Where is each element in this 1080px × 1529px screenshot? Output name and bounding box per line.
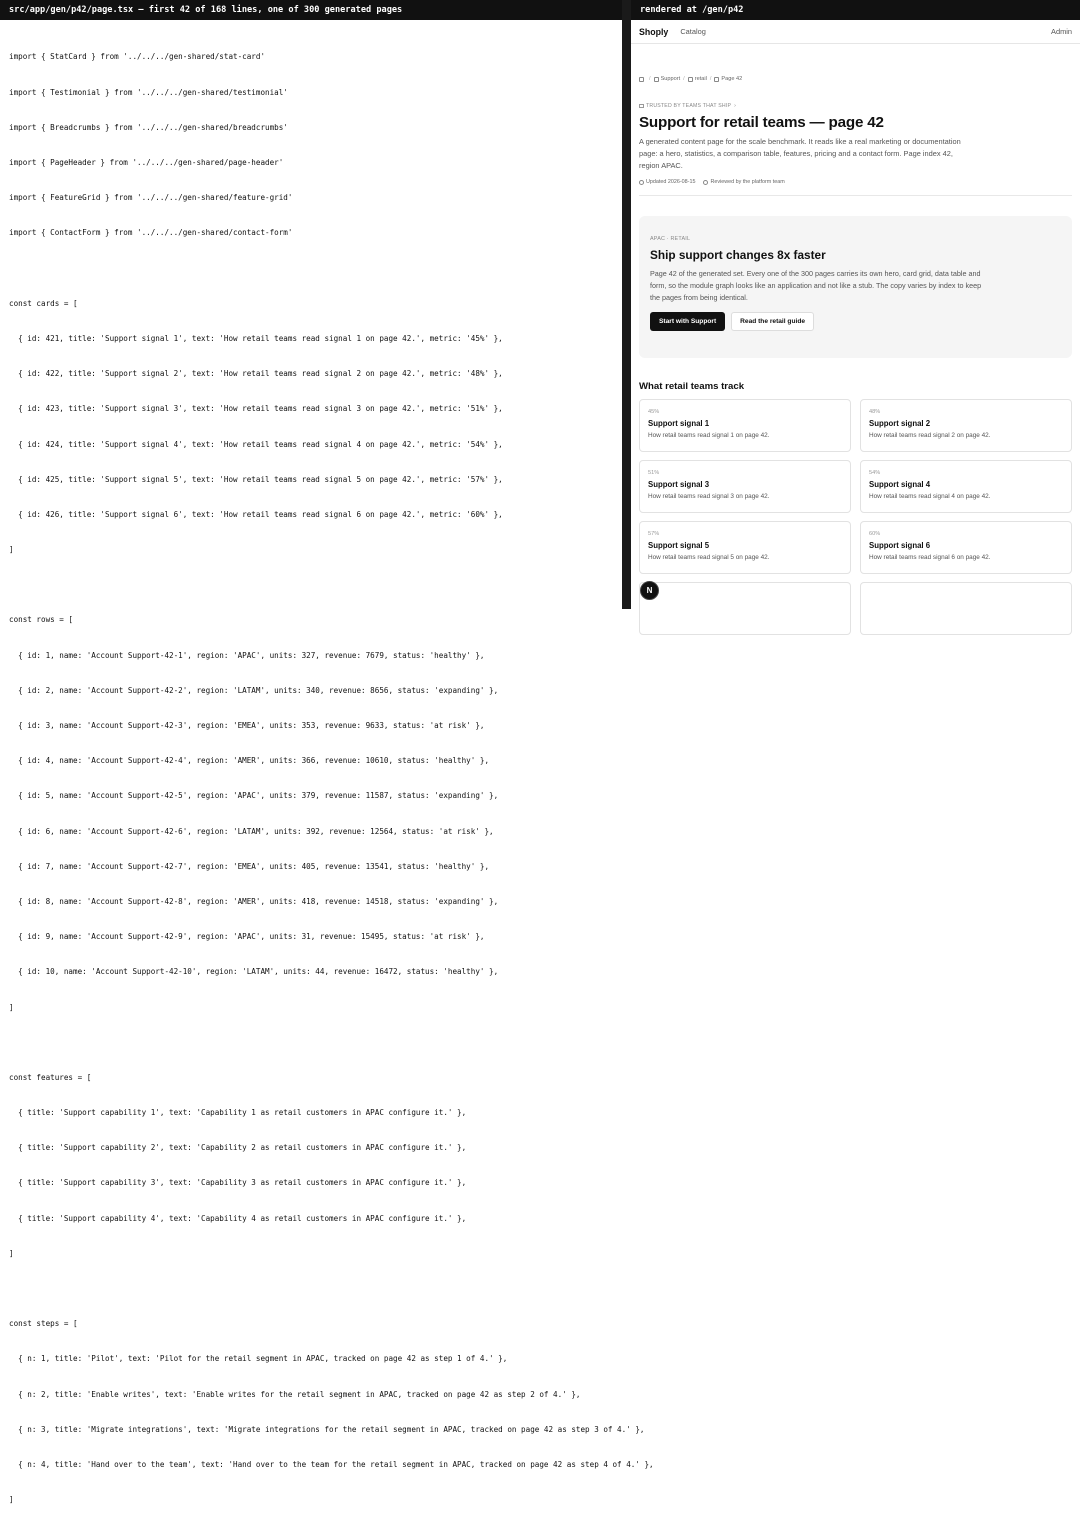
code-line xyxy=(9,1283,622,1295)
section-title: What retail teams track xyxy=(639,381,745,392)
home-icon[interactable] xyxy=(639,77,644,82)
code-line: { id: 9, name: 'Account Support-42-9', region: 'APAC', units: 31, revenue: 15495, status: 'at risk' }, xyxy=(9,932,485,942)
code-line: { id: 426, title: 'Support signal 6', text: 'How retail teams read signal 6 on page 42.', metric: '60%' }, xyxy=(9,509,503,519)
card-title: Support signal 5 xyxy=(648,541,710,550)
card-title: Support signal 2 xyxy=(869,419,931,428)
code-line: { id: 5, name: 'Account Support-42-5', region: 'APAC', units: 379, revenue: 11587, status: 'expanding' }, xyxy=(9,791,499,801)
folder-icon xyxy=(688,77,693,82)
code-line: { title: 'Support capability 1', text: 'Capability 1 as retail customers in APAC configure it.' }, xyxy=(9,1108,467,1118)
file-icon xyxy=(714,77,719,82)
card-text: How retail teams read signal 6 on page 42. xyxy=(869,554,991,561)
card-metric: 45% xyxy=(648,409,660,415)
guide-button[interactable]: Read the retail guide xyxy=(731,312,814,331)
code-line: ] xyxy=(9,1002,14,1012)
code-line: { title: 'Support capability 2', text: 'Capability 2 as retail customers in APAC configure it.' }, xyxy=(9,1143,467,1153)
trusted-eyebrow xyxy=(639,103,1072,109)
brand-logo[interactable]: Shoply xyxy=(639,26,669,37)
code-line: const features = [ xyxy=(9,1072,92,1082)
code-line: { id: 425, title: 'Support signal 5', text: 'How retail teams read signal 5 on page 42.', metric: '57%' }, xyxy=(9,474,503,484)
page-title: Support for retail teams — page 42 xyxy=(639,114,884,131)
code-line: const steps = [ xyxy=(9,1319,78,1329)
preview-pane xyxy=(631,0,1080,609)
start-button[interactable]: Start with Support xyxy=(650,312,725,331)
code-line xyxy=(9,263,622,275)
card-text: How retail teams read signal 4 on page 42. xyxy=(869,493,991,500)
nav-link-catalog[interactable]: Catalog xyxy=(680,27,706,36)
code-line: { id: 424, title: 'Support signal 4', text: 'How retail teams read signal 4 on page 42.', metric: '54%' }, xyxy=(9,439,503,449)
folder-icon xyxy=(654,77,659,82)
card-text: How retail teams read signal 1 on page 42. xyxy=(648,432,770,439)
hero-actions xyxy=(650,312,1061,331)
code-line: ] xyxy=(9,1248,14,1258)
code-line: { id: 7, name: 'Account Support-42-7', region: 'EMEA', units: 405, revenue: 13541, status: 'healthy' }, xyxy=(9,861,490,871)
code-line: import { Breadcrumbs } from '../../../gen-shared/breadcrumbs' xyxy=(9,122,288,132)
code-line: const cards = [ xyxy=(9,298,78,308)
page-meta xyxy=(639,179,1072,185)
code-line: { id: 4, name: 'Account Support-42-4', region: 'AMER', units: 366, revenue: 10610, status: 'healthy' }, xyxy=(9,756,490,766)
code-file-header: src/app/gen/p42/page.tsx — first 42 of 168 lines, one of 300 generated pages xyxy=(0,0,622,20)
breadcrumb xyxy=(639,76,1072,82)
clock-icon xyxy=(639,180,644,185)
badge-icon xyxy=(639,104,644,108)
page-content xyxy=(631,76,1080,635)
card-text: How retail teams read signal 3 on page 42. xyxy=(648,493,770,500)
code-line: import { ContactForm } from '../../../gen-shared/contact-form' xyxy=(9,228,293,238)
code-line: { id: 10, name: 'Account Support-42-10', region: 'LATAM', units: 44, revenue: 16472, status: 'healthy' }, xyxy=(9,967,499,977)
preview-header: rendered at /gen/p42 xyxy=(631,0,1080,20)
card-metric: 48% xyxy=(869,409,881,415)
pane-divider[interactable] xyxy=(622,0,631,609)
card-metric: 57% xyxy=(648,531,660,537)
card-title: Support signal 4 xyxy=(869,480,931,489)
hero-section xyxy=(639,216,1072,358)
code-line: { id: 3, name: 'Account Support-42-3', region: 'EMEA', units: 353, revenue: 9633, status: 'at risk' }, xyxy=(9,721,485,731)
page-lead: A generated content page for the scale benchmark. It reads like a real marketing or documentation page: a hero, statistics, a comparison table, features, pricing and a contact form. Page index 42, region APAC. xyxy=(639,137,961,170)
code-line: import { Testimonial } from '../../../gen-shared/testimonial' xyxy=(9,87,288,97)
card-grid xyxy=(639,399,1072,635)
stat-card[interactable] xyxy=(639,399,851,452)
code-line: { n: 4, title: 'Hand over to the team', text: 'Hand over to the team for the retail segment in APAC, tracked on page 42 as step 4 of 4.' }, xyxy=(9,1459,654,1469)
stat-card[interactable] xyxy=(860,399,1072,452)
code-line: const rows = [ xyxy=(9,615,74,625)
user-icon xyxy=(703,180,708,185)
stat-card[interactable] xyxy=(639,582,851,635)
code-line: { id: 1, name: 'Account Support-42-1', region: 'APAC', units: 327, revenue: 7679, status: 'healthy' }, xyxy=(9,650,485,660)
reviewed-by: Reviewed by the platform team xyxy=(710,179,785,185)
code-line: { id: 423, title: 'Support signal 3', text: 'How retail teams read signal 3 on page 42.', metric: '51%' }, xyxy=(9,404,503,414)
breadcrumb-item-support[interactable]: Support xyxy=(660,76,681,82)
stat-card[interactable] xyxy=(639,460,851,513)
updated-date: Updated 2026-08-15 xyxy=(646,179,696,185)
nextjs-dev-badge[interactable]: N xyxy=(640,581,659,600)
trusted-text: TRUSTED BY TEAMS THAT SHIP xyxy=(646,103,732,109)
code-line: { n: 1, title: 'Pilot', text: 'Pilot for the retail segment in APAC, tracked on page 42 as step 1 of 4.' }, xyxy=(9,1354,508,1364)
card-text: How retail teams read signal 2 on page 42. xyxy=(869,432,991,439)
chevron-right-icon: / xyxy=(683,76,685,82)
card-metric: 51% xyxy=(648,470,660,476)
hero-title: Ship support changes 8x faster xyxy=(650,248,826,262)
chevron-right-icon: › xyxy=(734,103,737,109)
site-nav xyxy=(631,20,1080,44)
code-line: { id: 6, name: 'Account Support-42-6', region: 'LATAM', units: 392, revenue: 12564, status: 'at risk' }, xyxy=(9,826,494,836)
chevron-right-icon: / xyxy=(649,76,651,82)
card-metric: 54% xyxy=(869,470,881,476)
code-line xyxy=(9,1037,622,1049)
code-line: { id: 421, title: 'Support signal 1', text: 'How retail teams read signal 1 on page 42.', metric: '45%' }, xyxy=(9,333,503,343)
code-line: import { FeatureGrid } from '../../../gen-shared/feature-grid' xyxy=(9,193,293,203)
chevron-right-icon: / xyxy=(709,76,712,82)
divider xyxy=(639,195,1072,196)
code-line: { id: 422, title: 'Support signal 2', text: 'How retail teams read signal 2 on page 42.', metric: '48%' }, xyxy=(9,369,503,379)
stat-card[interactable] xyxy=(860,521,1072,574)
code-line: { title: 'Support capability 4', text: 'Capability 4 as retail customers in APAC configure it.' }, xyxy=(9,1213,467,1223)
hero-text: Page 42 of the generated set. Every one of the 300 pages carries its own hero, card grid, data table and form, so the module graph looks like an application and not like a stub. The copy varies by index to keep the pages from being identical. xyxy=(650,269,982,302)
code-line: { id: 2, name: 'Account Support-42-2', region: 'LATAM', units: 340, revenue: 8656, status: 'expanding' }, xyxy=(9,685,499,695)
code-line xyxy=(9,579,622,591)
code-line: { id: 8, name: 'Account Support-42-8', region: 'AMER', units: 418, revenue: 14518, status: 'expanding' }, xyxy=(9,896,499,906)
stat-card[interactable] xyxy=(860,582,1072,635)
code-line: { n: 3, title: 'Migrate integrations', text: 'Migrate integrations for the retail segment in APAC, tracked on page 42 as step 3 of 4.' }, xyxy=(9,1424,645,1434)
code-line: ] xyxy=(9,1495,14,1505)
card-title: Support signal 6 xyxy=(869,541,931,550)
code-line: { title: 'Support capability 3', text: 'Capability 3 as retail customers in APAC configure it.' }, xyxy=(9,1178,467,1188)
breadcrumb-item-current: Page 42 xyxy=(721,76,743,82)
breadcrumb-item-retail[interactable]: retail xyxy=(694,76,707,82)
code-line: import { StatCard } from '../../../gen-shared/stat-card' xyxy=(9,52,266,62)
card-metric: 60% xyxy=(869,531,881,537)
code-line: { n: 2, title: 'Enable writes', text: 'Enable writes for the retail segment in APAC, tracked on page 42 as step 2 of 4.' }, xyxy=(9,1389,581,1399)
card-text: How retail teams read signal 5 on page 42. xyxy=(648,554,770,561)
stat-card[interactable] xyxy=(860,460,1072,513)
hero-eyebrow: APAC · RETAIL xyxy=(650,236,691,242)
card-title: Support signal 3 xyxy=(648,480,710,489)
code-line: import { PageHeader } from '../../../gen-shared/page-header' xyxy=(9,158,284,168)
code-line: ] xyxy=(9,545,14,555)
stat-card[interactable] xyxy=(639,521,851,574)
card-title: Support signal 1 xyxy=(648,419,710,428)
nav-link-admin[interactable]: Admin xyxy=(1051,27,1072,36)
